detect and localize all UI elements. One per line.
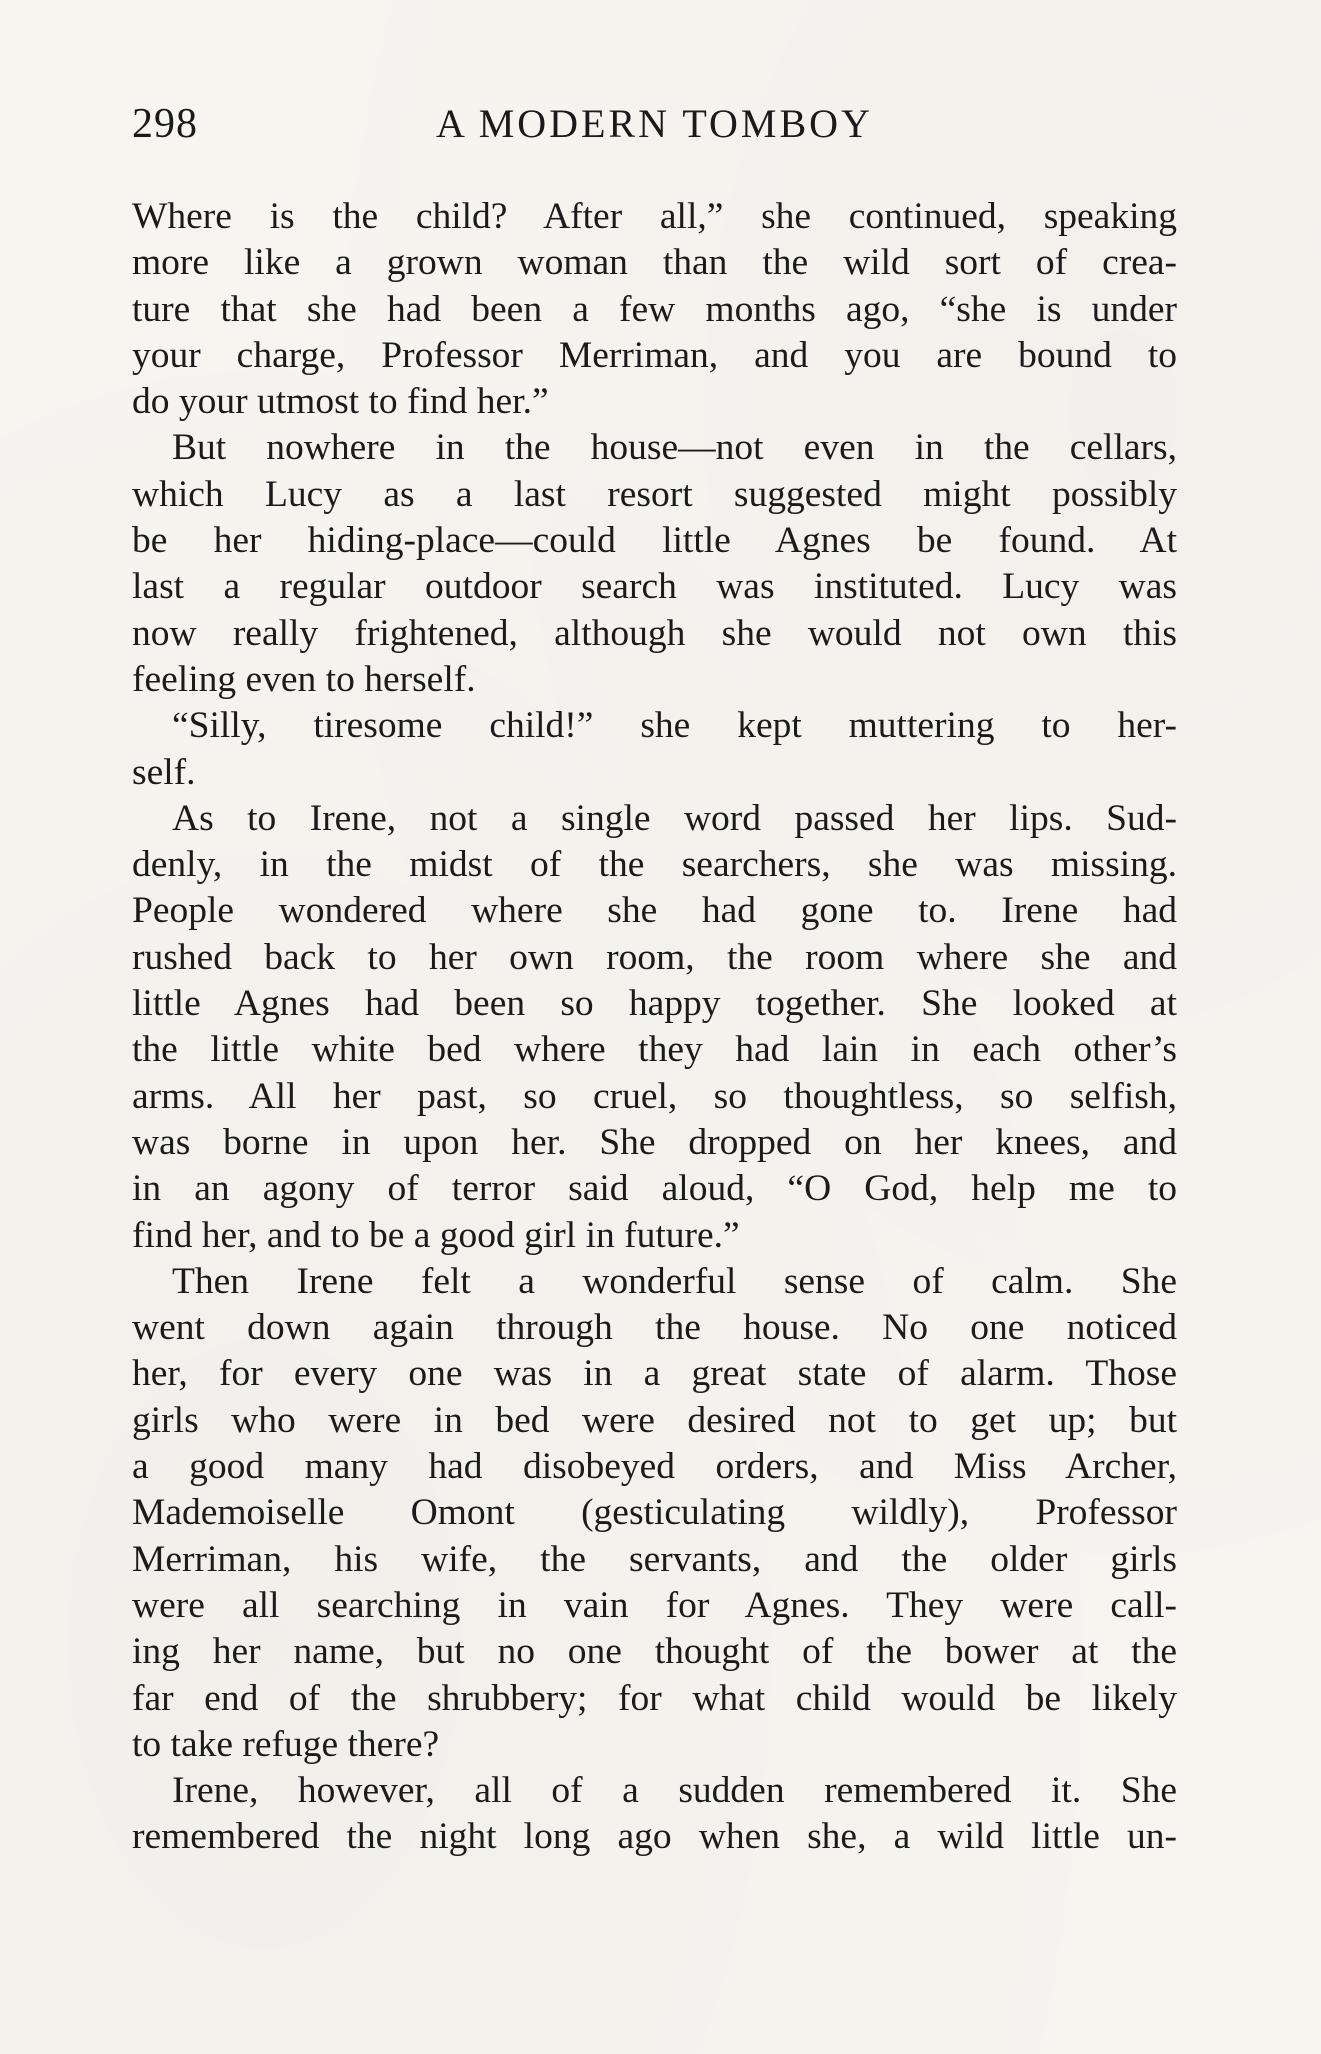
text-line: Merriman, his wife, the servants, and the older girls: [132, 1538, 1177, 1580]
text-line: more like a grown woman than the wild sort of crea-: [132, 242, 1177, 284]
text-line: remembered the night long ago when she, a wild little un-: [132, 1816, 1177, 1858]
text-line: rushed back to her own room, the room where she and: [132, 936, 1177, 978]
running-title: A MODERN TOMBOY: [436, 101, 873, 146]
text-line: which Lucy as a last resort suggested might possibly: [132, 473, 1177, 515]
text-line: “Silly, tiresome child!” she kept muttering to her-: [172, 705, 1177, 747]
text-line: far end of the shrubbery; for what child would be likely: [132, 1677, 1177, 1719]
text-line: the little white bed where they had lain in each other’s: [132, 1029, 1177, 1071]
text-line: girls who were in bed were desired not to get up; but: [132, 1399, 1177, 1441]
text-line: now really frightened, although she would not own this: [132, 612, 1177, 654]
text-line: As to Irene, not a single word passed her lips. Sud-: [172, 797, 1177, 839]
body-text: [132, 194, 1177, 1861]
page-header: [132, 100, 1177, 160]
text-line: ture that she had been a few months ago, “she is under: [132, 288, 1177, 330]
text-line: your charge, Professor Merriman, and you are bound to: [132, 334, 1177, 376]
text-line: a good many had disobeyed orders, and Miss Archer,: [132, 1446, 1177, 1488]
text-line: went down again through the house. No one noticed: [132, 1307, 1177, 1349]
text-line: her, for every one was in a great state of alarm. Those: [132, 1353, 1177, 1395]
text-line: arms. All her past, so cruel, so thoughtless, so selfish,: [132, 1075, 1177, 1117]
text-line: Irene, however, all of a sudden remembered it. She: [172, 1770, 1177, 1812]
text-line: to take refuge there?: [132, 1723, 440, 1765]
page-number: 298: [132, 101, 198, 147]
text-line: feeling even to herself.: [132, 658, 476, 700]
text-line: last a regular outdoor search was instituted. Lucy was: [132, 566, 1177, 608]
text-line: But nowhere in the house—not even in the cellars,: [172, 427, 1177, 469]
text-line: was borne in upon her. She dropped on her knees, and: [132, 1121, 1177, 1163]
text-line: little Agnes had been so happy together. She looked at: [132, 983, 1177, 1025]
text-line: were all searching in vain for Agnes. They were call-: [132, 1584, 1177, 1626]
text-line: self.: [132, 751, 196, 793]
text-line: find her, and to be a good girl in future.”: [132, 1214, 740, 1256]
text-line: Then Irene felt a wonderful sense of calm. She: [172, 1260, 1177, 1302]
text-line: People wondered where she had gone to. Irene had: [132, 890, 1177, 932]
text-line: Mademoiselle Omont (gesticulating wildly), Professor: [132, 1492, 1177, 1534]
text-line: ing her name, but no one thought of the bower at the: [132, 1631, 1177, 1673]
text-line: be her hiding-place—could little Agnes be found. At: [132, 520, 1177, 562]
text-line: Where is the child? After all,” she continued, speaking: [132, 196, 1177, 237]
text-line: in an agony of terror said aloud, “O God, help me to: [132, 1168, 1177, 1210]
text-line: denly, in the midst of the searchers, she was missing.: [132, 844, 1177, 886]
text-line: do your utmost to find her.”: [132, 381, 549, 423]
